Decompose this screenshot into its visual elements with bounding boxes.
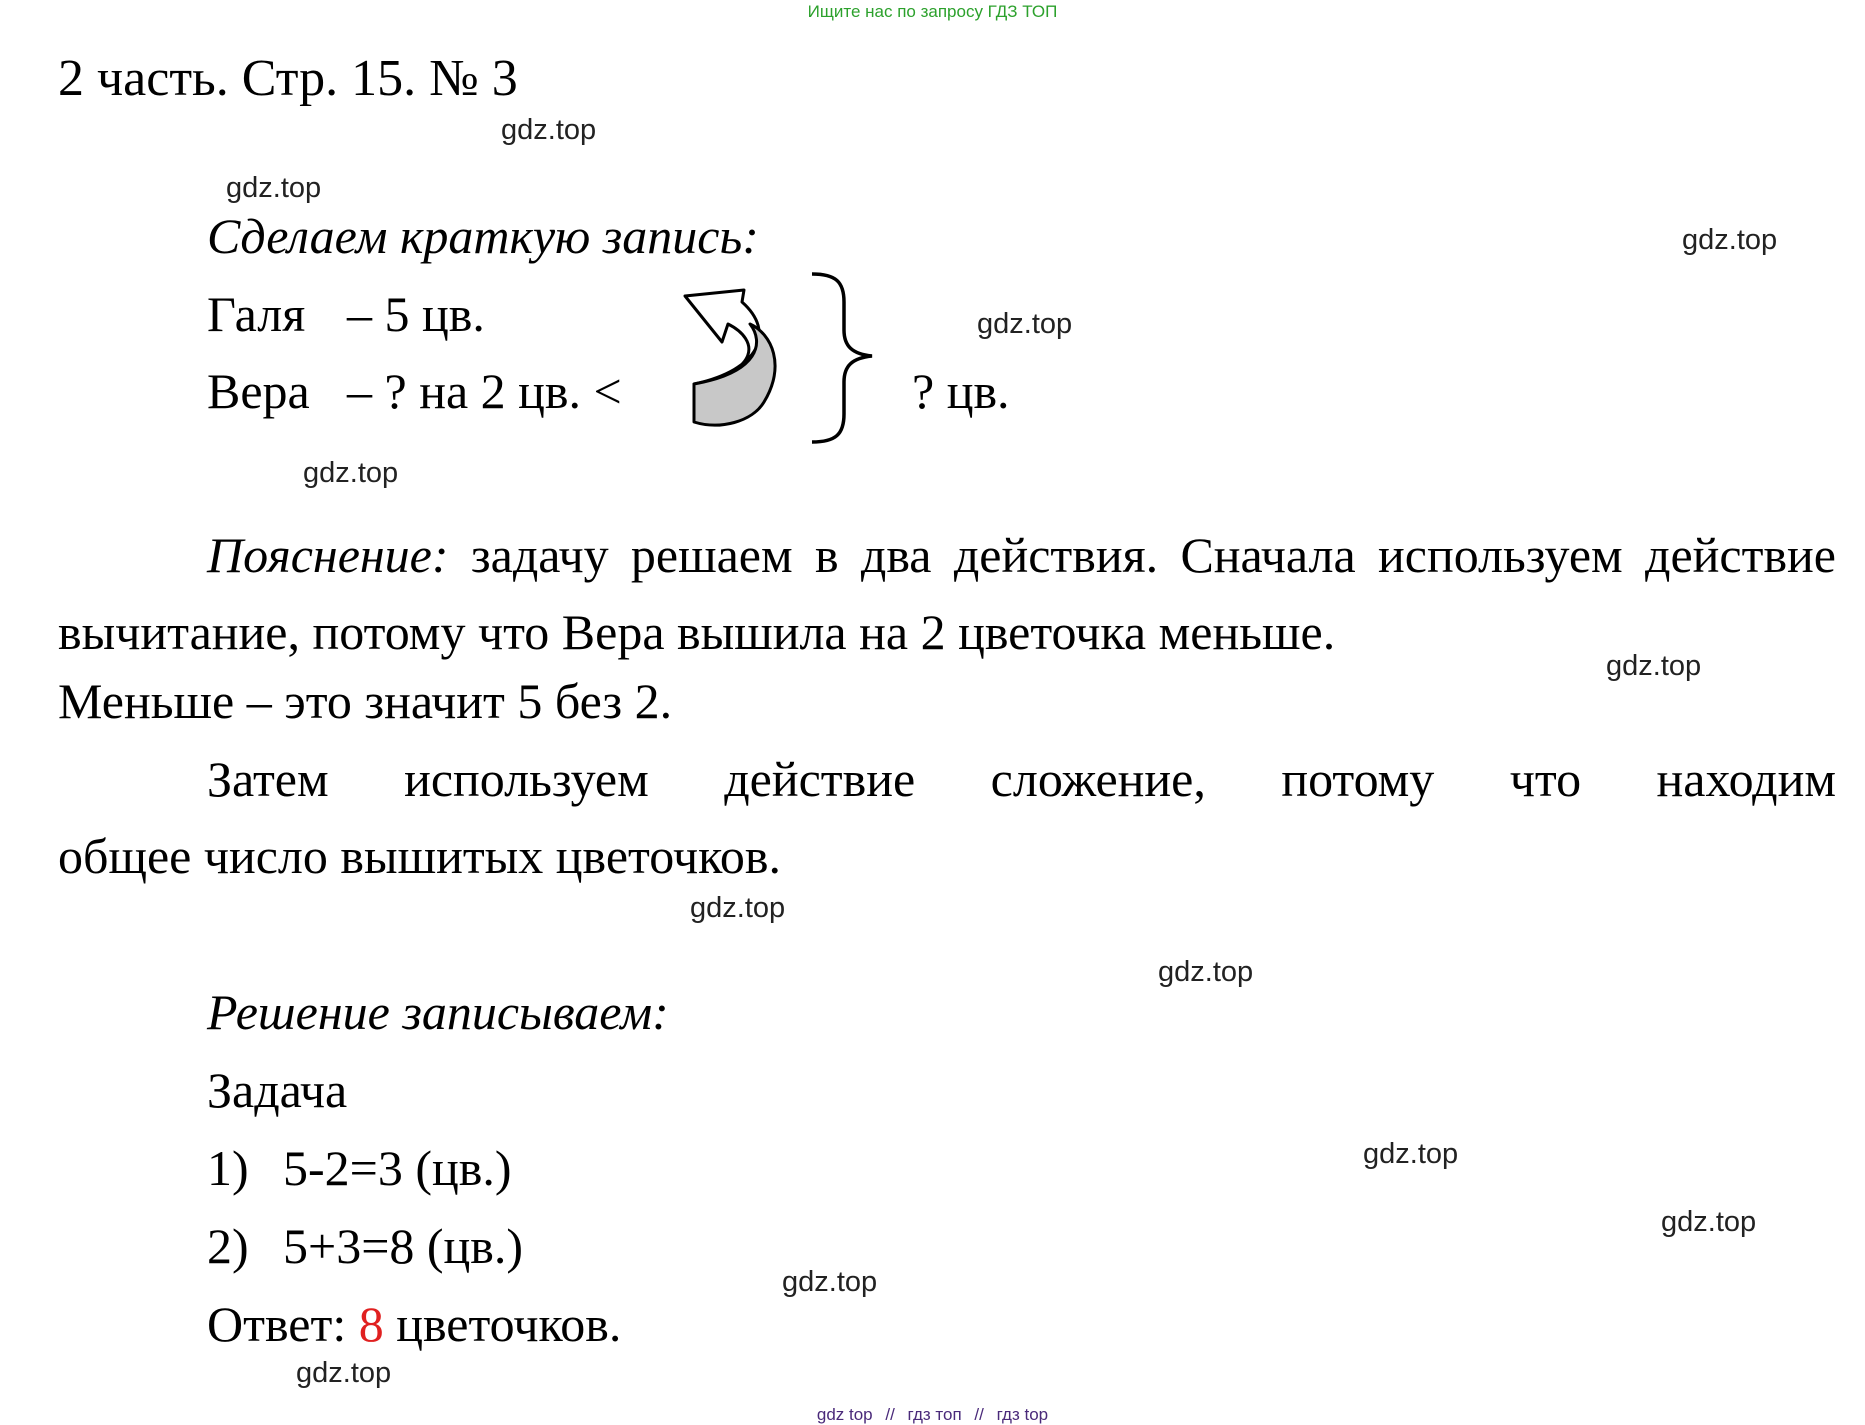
watermark: gdz.top <box>226 172 322 204</box>
watermark: gdz.top <box>690 892 786 924</box>
solution-step1: 5-2=3 (цв.) <box>283 1140 512 1196</box>
explanation-text: задачу решаем в два действия. Сначала используем действие вычитание, потому что Вера вышила на 2 цветочка меньше. <box>58 527 1836 660</box>
short-note-total: ? цв. <box>912 363 1010 419</box>
watermark: gdz.top <box>1682 224 1778 256</box>
page-title: 2 часть. Стр. 15. № 3 <box>58 50 518 107</box>
short-note-row-galya-name: Галя <box>207 286 306 342</box>
explanation-addition-line1: Затем используем действие сложение, потому что находим <box>207 751 1836 807</box>
footer-link-gdz-top-ru[interactable]: гдз топ <box>907 1405 962 1424</box>
curved-arrow-icon <box>680 262 790 442</box>
watermark: gdz.top <box>296 1357 392 1389</box>
solution-task-label: Задача <box>207 1062 348 1118</box>
watermark: gdz.top <box>1363 1138 1459 1170</box>
short-note-row-vera-value: – ? на 2 цв. < <box>347 363 622 419</box>
explanation-paragraph <box>58 517 1836 671</box>
footer-separator: // <box>885 1405 895 1424</box>
solution-step2-number: 2) <box>207 1218 249 1274</box>
answer-prefix: Ответ: <box>207 1296 347 1352</box>
footer-links <box>0 1405 1865 1425</box>
footer-link-gdz-top[interactable]: gdz top <box>816 1405 873 1424</box>
solution-heading: Решение записываем: <box>207 984 669 1040</box>
curly-brace-icon <box>806 268 886 448</box>
watermark: gdz.top <box>1158 956 1254 988</box>
short-note-row-vera-name: Вера <box>207 363 310 419</box>
solution-step1-number: 1) <box>207 1140 249 1196</box>
watermark: gdz.top <box>501 114 597 146</box>
watermark: gdz.top <box>303 457 399 489</box>
header-promo: Ищите нас по запросу ГДЗ ТОП <box>807 2 1058 21</box>
watermark: gdz.top <box>1661 1206 1757 1238</box>
watermark: gdz.top <box>782 1266 878 1298</box>
footer-link-gdz-top-mixed[interactable]: гдз top <box>996 1405 1049 1424</box>
explanation-less-meaning: Меньше – это значит 5 без 2. <box>58 673 673 729</box>
explanation-label: Пояснение: <box>207 527 449 583</box>
answer-value: 8 <box>358 1296 384 1352</box>
answer-suffix: цветочков. <box>396 1296 622 1352</box>
explanation-addition-line2: общее число вышитых цветочков. <box>58 828 781 884</box>
footer-separator: // <box>974 1405 984 1424</box>
solution-step2: 5+3=8 (цв.) <box>283 1218 524 1274</box>
solution-answer <box>207 1295 621 1353</box>
short-note-heading: Сделаем краткую запись: <box>207 208 759 264</box>
watermark: gdz.top <box>1606 650 1702 682</box>
short-note-row-galya-value: – 5 цв. <box>347 286 485 342</box>
watermark: gdz.top <box>977 308 1073 340</box>
